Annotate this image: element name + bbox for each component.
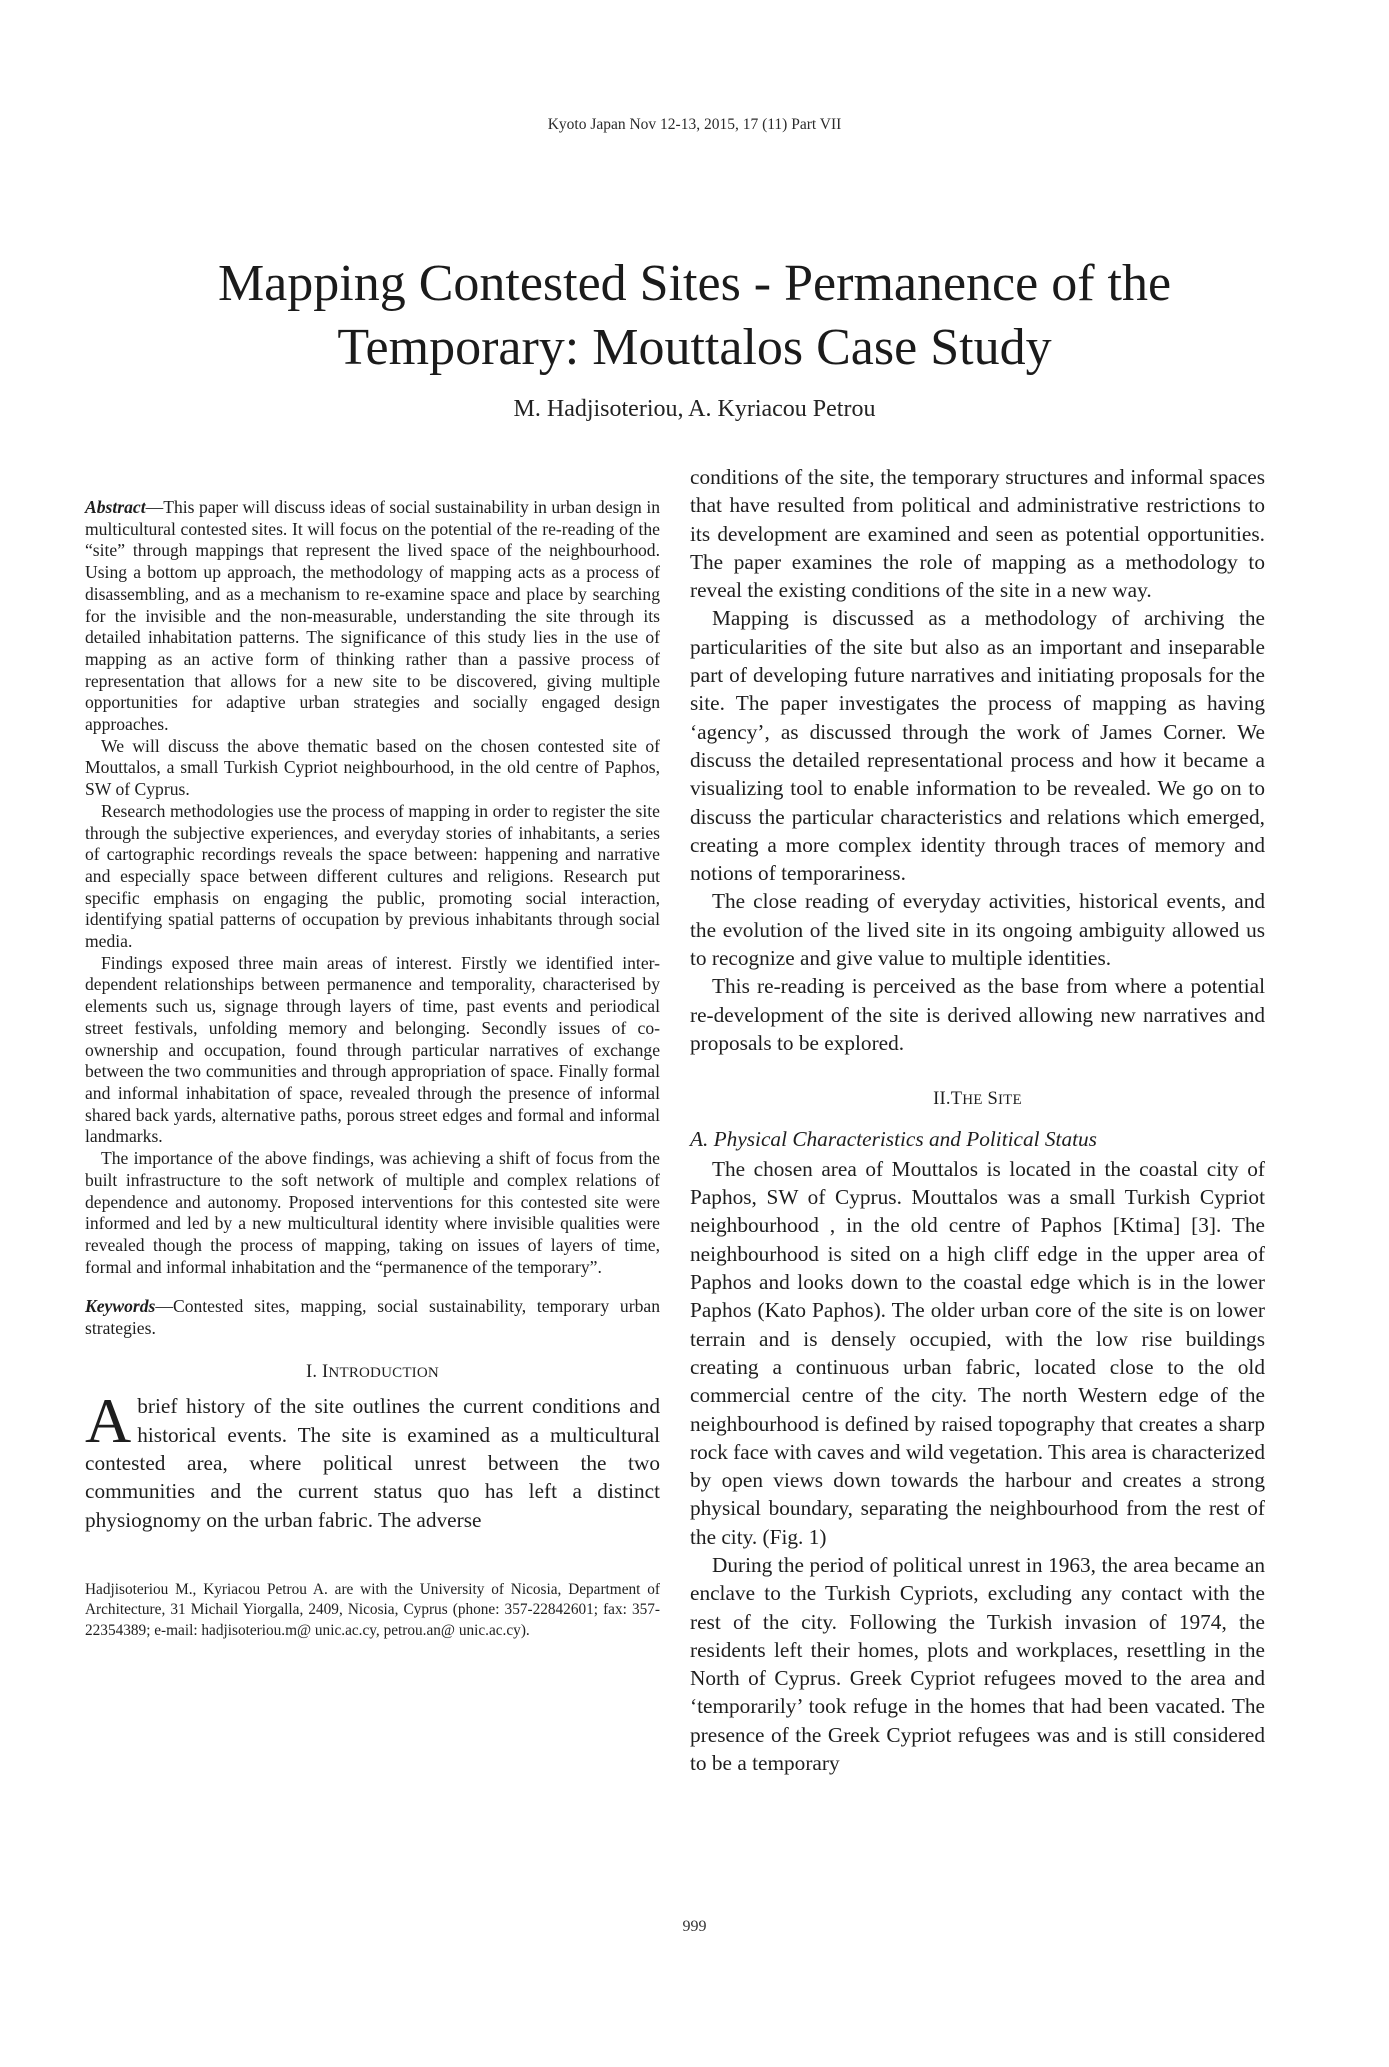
section-2-rest-b: ITE	[997, 1092, 1022, 1109]
abstract-paragraph-4: Findings exposed three main areas of interest. Firstly we identified inter-dependent relationships between permanence and temporality, characterised by elements such us, signage through layers of time, past events and periodical street festivals, unfolding memory and belonging. Secondly issues of co-ownership and occupation, found through particular narratives of exchange between the two communities and through appropriation of space. Finally formal and informal inhabitation of space, revealed through the presence of informal shared back yards, alternative paths, porous street edges and formal and informal landmarks.	[85, 952, 660, 1147]
title-line-2: Temporary: Mouttalos Case Study	[337, 319, 1052, 376]
keywords-paragraph	[85, 1296, 660, 1339]
right-column	[690, 463, 1265, 1777]
abstract-paragraph-5: The importance of the above findings, was achieving a shift of focus from the built infrastructure to the soft network of multiple and complex relations of dependence and autonomy. Proposed interventions for this contested site were informed and led by a new multicultural identity where invisible qualities were revealed though the process of mapping, taking on issues of layers of time, formal and informal inhabitation and the “permanence of the temporary”.	[85, 1148, 660, 1277]
running-header: Kyoto Japan Nov 12-13, 2015, 17 (11) Part VII	[547, 116, 842, 133]
intro-continued-paragraph: conditions of the site, the temporary structures and informal spaces that have resulted from political and administrative restrictions to its development are examined and seen as potential opportunities. The paper examines the role of mapping as a methodology to reveal the existing conditions of the site in a new way.	[690, 465, 1265, 603]
author-list: M. Hadjisoteriou, A. Kyriacou Petrou	[513, 396, 876, 422]
intro-heading	[85, 1362, 660, 1385]
abstract-label: Abstract	[85, 497, 146, 517]
intro-heading-rest: NTRODUCTION	[328, 1364, 439, 1381]
subsection-a-heading: A. Physical Characteristics and Political Status	[690, 1126, 1097, 1151]
close-reading-paragraph: The close reading of everyday activities, historical events, and the evolution of the lived site in its ongoing ambiguity allowed us to recognize and give value to multiple identities.	[690, 889, 1265, 971]
abstract-text-1: This paper will discuss ideas of social sustainability in urban design in multicultural contested sites. It will focus on the potential of the re-reading of the “site” through mappings that represent the lived space of the neighbourhood. Using a bottom up approach, the methodology of mapping acts as a process of disassembling, and as a mechanism to re-examine space and place by searching for the invisible and the non-measurable, understanding the site through its detailed inhabitation patterns. The significance of this study lies in the use of mapping as an active form of thinking rather than a passive process of representation that allows for a new site to be discovered, giving multiple opportunities for adaptive urban strategies and socially engaged design approaches.	[85, 497, 660, 735]
paper-title	[60, 252, 1329, 380]
intro-text: brief history of the site outlines the current conditions and historical events. The site is examined as a multicultural contested area, where political unrest between the two communities and the current status quo has left a distinct physiognomy on the urban fabric. The adverse	[85, 1394, 660, 1532]
section-2-heading	[690, 1085, 1265, 1114]
re-reading-paragraph: This re-reading is perceived as the base from where a potential re-development of the site is derived allowing new narratives and proposals to be explored.	[690, 974, 1265, 1055]
intro-paragraph	[85, 1385, 660, 1533]
author-footnote: Hadjisoteriou M., Kyriacou Petrou A. are with the University of Nicosia, Department of Architecture, 31 Michail Yiorgalla, 2409, Nicosia, Cyprus (phone: 357-22842601; fax: 357-22354389; e-mail: hadjisoteriou.m@ unic.ac.cy, petrou.an@ unic.ac.cy).	[85, 1580, 660, 1639]
section-2-rest-a: HE	[962, 1092, 983, 1109]
title-line-1: Mapping Contested Sites - Permanence of the	[217, 255, 1172, 312]
page-number: 999	[682, 1918, 707, 1935]
mapping-paragraph: Mapping is discussed as a methodology of archiving the particularities of the site but also as an important and inseparable part of developing future narratives and initiating proposals for the site. The paper investigates the process of mapping as having ‘agency’, as discussed through the work of James Corner. We discuss the detailed representational process and how it became a visualizing tool to enable information to be revealed. We go on to discuss the particular characteristics and relations which emerged, creating a more complex identity through traces of memory and notions of temporariness.	[690, 606, 1265, 886]
section-2-first-b: S	[987, 1089, 998, 1110]
intro-numeral: I.	[306, 1361, 318, 1382]
keywords-dash: —	[155, 1296, 173, 1317]
abstract-dash: —	[145, 497, 164, 517]
intro-dropcap: A	[85, 1385, 132, 1457]
intro-heading-first: I	[322, 1361, 329, 1382]
section-2-numeral: II.	[933, 1089, 951, 1110]
abstract-paragraph-3: Research methodologies use the process of mapping in order to register the site through the subjective experiences, and everyday stories of inhabitants, a series of cartographic recordings reveals the space between: happening and narrative and especially space between different cultures and religions. Research put specific emphasis on engaging the public, promoting social interaction, identifying spatial patterns of occupation by previous inhabitants through social media.	[85, 800, 660, 952]
abstract-paragraph-1	[85, 497, 660, 736]
keywords-text: Contested sites, mapping, social sustainability, temporary urban strategies.	[85, 1296, 660, 1339]
keywords-label: Keywords	[85, 1296, 156, 1317]
section-2-first: T	[950, 1089, 963, 1110]
abstract-paragraph-2: We will discuss the above thematic based on the chosen contested site of Mouttalos, a small Turkish Cypriot neighbourhood, in the old centre of Paphos, SW of Cyprus.	[85, 735, 660, 800]
left-column	[85, 497, 660, 1641]
history-paragraph: During the period of political unrest in 1963, the area became an enclave to the Turkish Cypriots, excluding any contact with the rest of the city. Following the Turkish invasion of 1974, the residents left their homes, plots and workplaces, resettling in the North of Cyprus. Greek Cypriot refugees moved to the area and ‘temporarily’ took refuge in the homes that had been vacated. The presence of the Greek Cypriot refugees was and is still considered to be a temporary	[690, 1552, 1265, 1776]
location-paragraph: The chosen area of Mouttalos is located in the coastal city of Paphos, SW of Cyprus. Mouttalos was a small Turkish Cypriot neighbourhood , in the old centre of Paphos [Ktima] [3]. The neighbourhood is sited on a high cliff edge in the upper area of Paphos and looks down to the coastal edge which is in the lower Paphos (Kato Paphos). The older urban core of the site is on lower terrain and is densely occupied, with the low rise buildings creating a continuous urban fabric, located close to the old commercial centre of the city. The north Western edge of the neighbourhood is defined by raised topography that creates a sharp rock face with caves and wild vegetation. This area is characterized by open views down towards the harbour and creates a strong physical boundary, separating the neighbourhood from the rest of the city. (Fig. 1)	[690, 1156, 1265, 1549]
